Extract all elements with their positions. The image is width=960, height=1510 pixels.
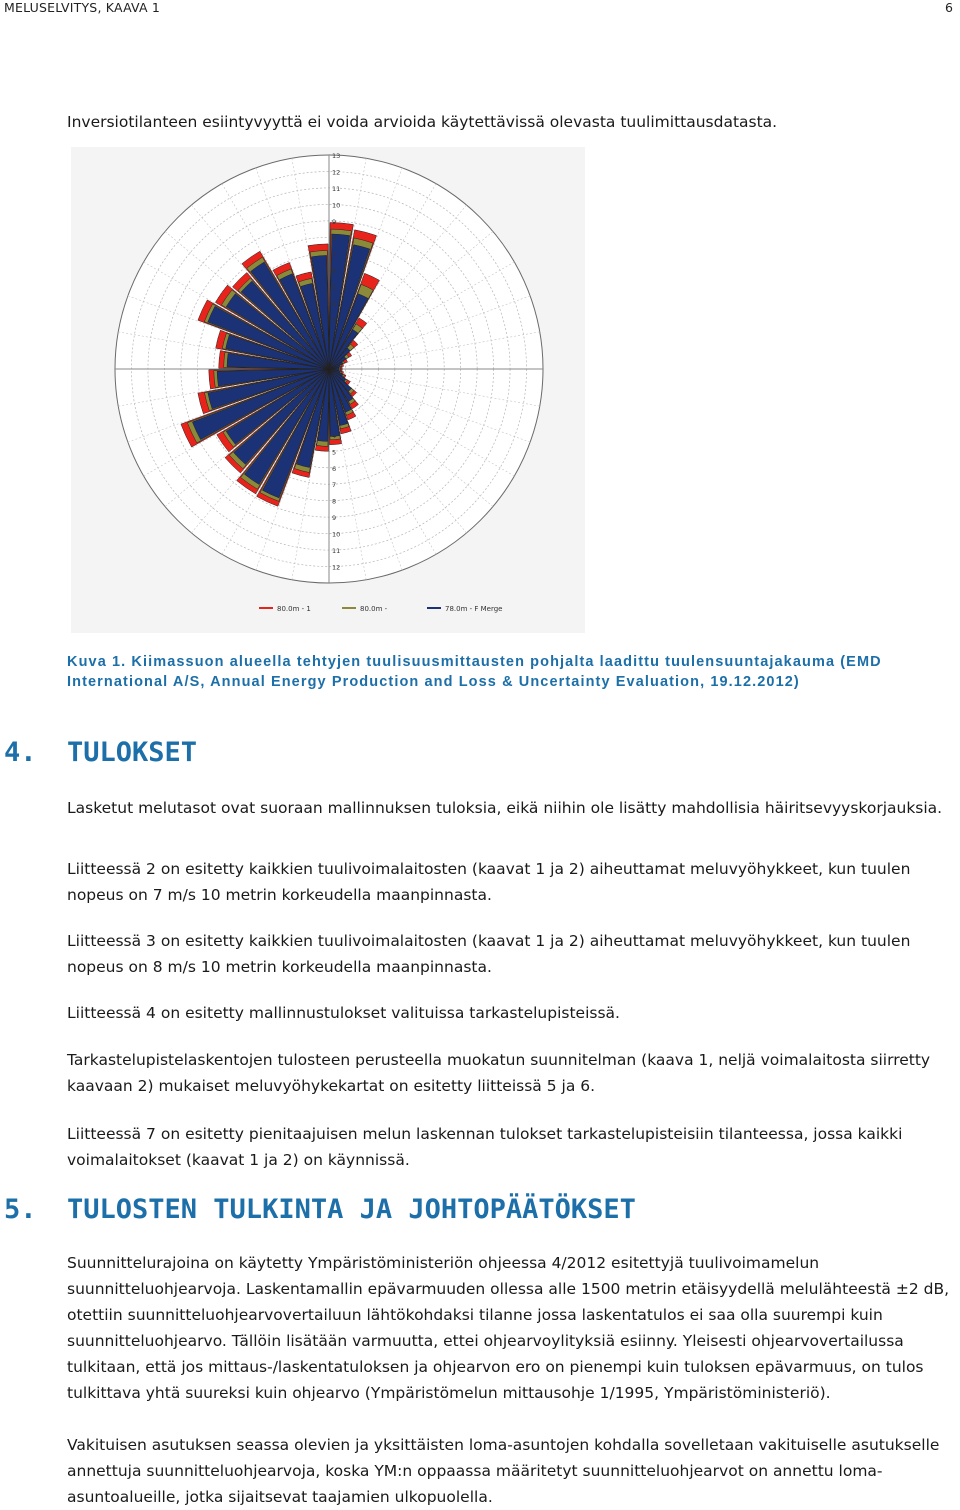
legend-label: 80.0m - 1	[277, 605, 311, 613]
radial-label-north: 5	[332, 283, 337, 292]
radial-label-south: 4	[332, 431, 337, 440]
section-5-number: 5.	[4, 1194, 37, 1225]
radial-label-north: 8	[332, 234, 337, 243]
legend-label: 78.0m - F Merge	[445, 605, 503, 613]
section-4-paragraph-1: Lasketut melutasot ovat suoraan mallinnuksen tuloksia, eikä niihin ole lisätty mahdollisia häiritsevyyskorjauksia.	[67, 799, 943, 817]
radial-label-north: 3	[332, 316, 337, 325]
radial-label-north: 7	[332, 250, 337, 259]
section-4-number: 4.	[4, 737, 37, 768]
page-header	[0, 0, 960, 14]
legend-label: 80.0m -	[360, 605, 388, 613]
section-5-heading	[4, 1193, 636, 1227]
radial-label-south: 12	[332, 563, 341, 572]
radial-label-north: 6	[332, 267, 337, 276]
radial-label-north: 12	[332, 168, 341, 177]
section-4-title: TULOKSET	[67, 737, 198, 768]
document-title: MELUSELVITYS, KAAVA 1	[4, 0, 161, 15]
radial-label-north: 11	[332, 184, 341, 193]
chart-legend	[259, 605, 502, 613]
radial-label-south: 11	[332, 547, 341, 556]
radial-label-south: 7	[332, 481, 337, 490]
wind-rose-chart	[71, 147, 585, 633]
section-4-paragraph-6: Liitteessä 7 on esitetty pienitaajuisen melun laskennan tulokset tarkastelupisteisiin tilanteessa, jossa kaikki voimalaitokset (kaavat 1 ja 2) on käynnissä.	[67, 1125, 903, 1169]
radial-label-north: 9	[332, 217, 337, 226]
figure-caption: Kuva 1. Kiimassuon alueella tehtyjen tuulisuusmittausten pohjalta laadittu tuulensuuntajakauma (EMD International A/S, Annual Energy Production and Loss & Uncertainty Evaluation, 19.12.2012)	[67, 654, 882, 690]
section-4-heading	[4, 736, 197, 770]
section-4-paragraph-4: Liitteessä 4 on esitetty mallinnustulokset valituissa tarkastelupisteissä.	[67, 1004, 620, 1022]
intro-paragraph: Inversiotilanteen esiintyvyyttä ei voida arvioida käytettävissä olevasta tuulimittausdatasta.	[67, 113, 778, 131]
section-4-paragraph-2: Liitteessä 2 on esitetty kaikkien tuulivoimalaitosten (kaavat 1 ja 2) aiheuttamat meluvyöhykkeet, kun tuulen nopeus on 7 m/s 10 metrin korkeudella maanpinnasta.	[67, 860, 911, 904]
page-number: 6	[945, 0, 953, 15]
radial-label-north: 13	[332, 152, 341, 160]
section-5-title: TULOSTEN TULKINTA JA JOHTOPÄÄTÖKSET	[67, 1194, 636, 1225]
section-4-paragraph-5: Tarkastelupistelaskentojen tulosteen perusteella muokatun suunnitelman (kaava 1, neljä voimalaitosta siirretty kaavaan 2) mukaiset meluvyöhykekartat on esitetty liitteissä 5 ja 6.	[67, 1051, 931, 1095]
radial-label-south: 3	[332, 415, 337, 424]
radial-label-south: 10	[332, 530, 341, 539]
section-4-paragraph-3: Liitteessä 3 on esitetty kaikkien tuulivoimalaitosten (kaavat 1 ja 2) aiheuttamat meluvyöhykkeet, kun tuulen nopeus on 8 m/s 10 metrin korkeudella maanpinnasta.	[67, 932, 911, 976]
radial-label-south: 5	[332, 448, 337, 457]
section-5-paragraph-2: Vakituisen asutuksen seassa olevien ja yksittäisten loma-asuntojen kohdalla sovelletaan vakituiselle asutukselle annettuja suunnitteluohjearvoja, koska YM:n oppaassa määritetyt suunnitteluohjearvot on annettu loma-asuntoalueille, jotka sijaitsevat taajamien ulkopuolella.	[67, 1436, 940, 1506]
wind-rose-figure	[71, 147, 585, 633]
section-5-paragraph-1: Suunnittelurajoina on käytetty Ympäristöministeriön ohjeessa 4/2012 esitettyjä tuulivoimamelun suunnitteluohjearvoja. Laskentamallin epävarmuuden ollessa alle 1500 metrin etäisyydellä melulähteestä ±2 dB, otettiin suunnitteluohjearvovertailuun lähtökohdaksi tilanne jossa laskentatulos ei saa olla suurempi kuin suunnitteluohjearvo. Tällöin lisätään varmuutta, ettei ohjearvoylityksiä esiinny. Yleisesti ohjearvovertailussa tulkitaan, että jos mittaus-/laskentatuloksen ja ohjearvon ero on pienempi kuin tuloksen epävarmuus, on tulos tulkittava yhtä suureksi kuin ohjearvo (Ympäristömelun mittausohje 1/1995, Ympäristöministeriö).	[67, 1254, 950, 1402]
radial-label-north: 10	[332, 201, 341, 210]
radial-label-south: 9	[332, 514, 337, 523]
radial-label-south: 8	[332, 497, 337, 506]
radial-label-north: 4	[332, 300, 337, 309]
radial-label-south: 6	[332, 464, 337, 473]
